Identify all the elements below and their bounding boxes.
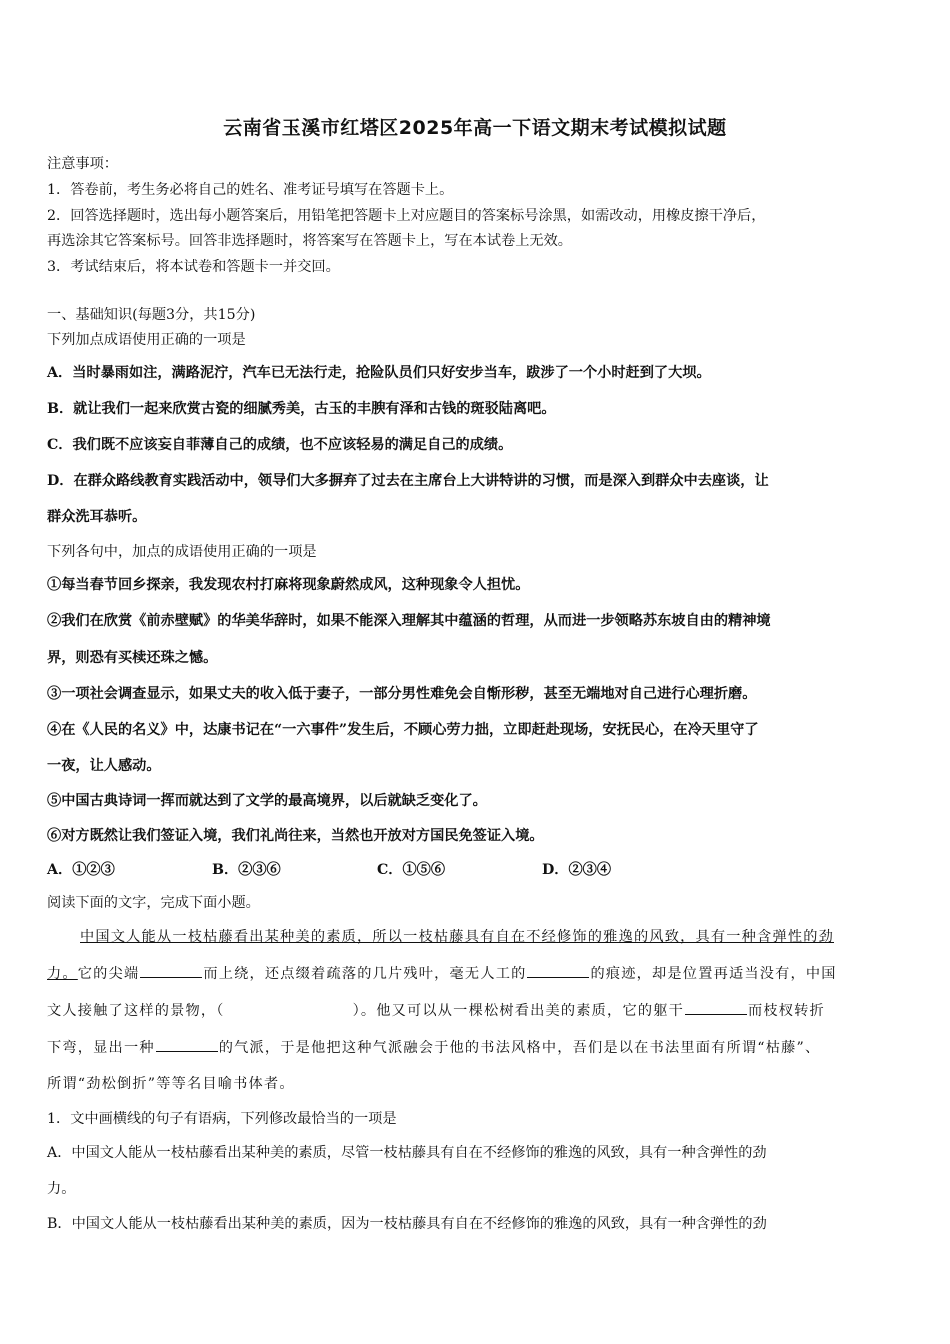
note-item-2-cont: 再选涂其它答案标号。回答非选择题时，将答案写在答题卡上，写在本试卷上无效。: [47, 233, 572, 249]
q2-option-b: B．②③⑥: [212, 862, 281, 878]
section-heading: 一、基础知识(每题3分，共15分): [47, 307, 256, 323]
passage-text: 的气派，于是他把这种气派融会于他的书法风格中，吾们是以在书法里面有所谓“枯藤”、: [218, 1040, 821, 1056]
q3-stem: 1．文中画横线的句子有语病，下列修改最恰当的一项是: [47, 1111, 397, 1127]
fill-blank-2: [527, 965, 589, 978]
q2-sentence-4: ④在《人民的名义》中，达康书记在“一六事件”发生后，不顾心劳力拙，立即赶赴现场，安抚民心，在冷天里守了: [47, 722, 759, 738]
passage-text: 而枝杈转折: [748, 1003, 825, 1019]
q2-sentence-2-cont: 界，则恐有买椟还珠之憾。: [47, 650, 218, 666]
page-title: 云南省玉溪市红塔区2025年高一下语文期末考试模拟试题: [223, 117, 727, 139]
note-item-1: 1．答卷前，考生务必将自己的姓名、准考证号填写在答题卡上。: [47, 182, 454, 198]
q1-option-b: B．就让我们一起来欣赏古瓷的细腻秀美，古玉的丰腴有泽和古钱的斑驳陆离吧。: [47, 401, 556, 417]
notes-heading: 注意事项：: [47, 156, 118, 172]
note-item-3: 3．考试结束后，将本试卷和答题卡一并交回。: [47, 259, 340, 275]
q1-option-a: A．当时暴雨如注，满路泥泞，汽车已无法行走，抢险队员们只好安步当车，跋涉了一个小时赶到了大坝。: [47, 365, 711, 381]
passage-text: ）。他又可以从一棵松树看出美的素质，它的躯干: [352, 1003, 684, 1019]
passage-text: 而上绕，还点缀着疏落的几片残叶，毫无人工的: [203, 966, 527, 982]
fill-blank-4: [156, 1039, 218, 1052]
q2-sentence-2: ②我们在欣赏《前赤壁赋》的华美华辞时，如果不能深入理解其中蕴涵的哲理，从而进一步领略苏东坡自由的精神境: [47, 613, 771, 629]
q2-option-c: C．①⑤⑥: [377, 862, 446, 878]
passage-text: 的痕迹，却是位置再适当没有，中国: [590, 966, 837, 982]
q2-sentence-6: ⑥对方既然让我们签证入境，我们礼尚往来，当然也开放对方国民免签证入境。: [47, 828, 544, 844]
passage-line-5: 所谓“劲松倒折”等等名目喻书体者。: [47, 1076, 295, 1092]
q1-option-c: C．我们既不应该妄自菲薄自己的成绩，也不应该轻易的满足自己的成绩。: [47, 437, 513, 453]
q2-sentence-5: ⑤中国古典诗词一挥而就达到了文学的最高境界，以后就缺乏变化了。: [47, 793, 487, 809]
passage-text: 文人接触了这样的景物，（: [47, 1003, 225, 1019]
underlined-sentence-end: 力。: [47, 966, 78, 982]
fill-blank-3: [685, 1002, 747, 1015]
q3-option-a-cont: 力。: [47, 1181, 76, 1197]
q2-stem: 下列各句中，加点的成语使用正确的一项是: [47, 544, 317, 560]
q2-option-d: D．②③④: [542, 862, 612, 878]
fill-blank-1: [140, 965, 202, 978]
passage-line-1: [80, 926, 905, 946]
passage-line-4: [47, 1037, 907, 1057]
q2-options: [47, 859, 907, 879]
q2-sentence-1: ①每当春节回乡探亲，我发现农村打麻将现象蔚然成风，这种现象令人担忧。: [47, 577, 530, 593]
q3-option-b: B．中国文人能从一枝枯藤看出某种美的素质，因为一枝枯藤具有自在不经修饰的雅逸的风致，具有一种含弹性的劲: [47, 1216, 767, 1232]
q2-sentence-4-cont: 一夜，让人感动。: [47, 758, 161, 774]
passage-line-3: [47, 1000, 907, 1020]
q1-stem: 下列加点成语使用正确的一项是: [47, 332, 246, 348]
underlined-sentence: 中国文人能从一枝枯藤看出某种美的素质，所以一枝枯藤具有自在不经修饰的雅逸的风致，具有一种含弹性的劲: [80, 929, 834, 945]
q2-sentence-3: ③一项社会调查显示，如果丈夫的收入低于妻子，一部分男性难免会自惭形秽，甚至无端地对自己进行心理折磨。: [47, 686, 757, 702]
q2-option-a: A．①②③: [47, 862, 115, 878]
q1-option-d-cont: 群众洗耳恭听。: [47, 509, 147, 525]
passage-text: 下弯，显出一种: [47, 1040, 155, 1056]
q1-option-d: D．在群众路线教育实践活动中，领导们大多摒弃了过去在主席台上大讲特讲的习惯，而是深入到群众中去座谈，让: [47, 473, 769, 489]
passage-text: 它的尖端: [77, 966, 140, 982]
q3-option-a: A．中国文人能从一枝枯藤看出某种美的素质，尽管一枝枯藤具有自在不经修饰的雅逸的风致，具有一种含弹性的劲: [47, 1145, 767, 1161]
note-item-2: 2．回答选择题时，选出每小题答案后，用铅笔把答题卡上对应题目的答案标号涂黑，如需改动，用橡皮擦干净后，: [47, 208, 766, 224]
passage-line-2: [47, 963, 907, 983]
reading-intro: 阅读下面的文字，完成下面小题。: [47, 895, 260, 911]
